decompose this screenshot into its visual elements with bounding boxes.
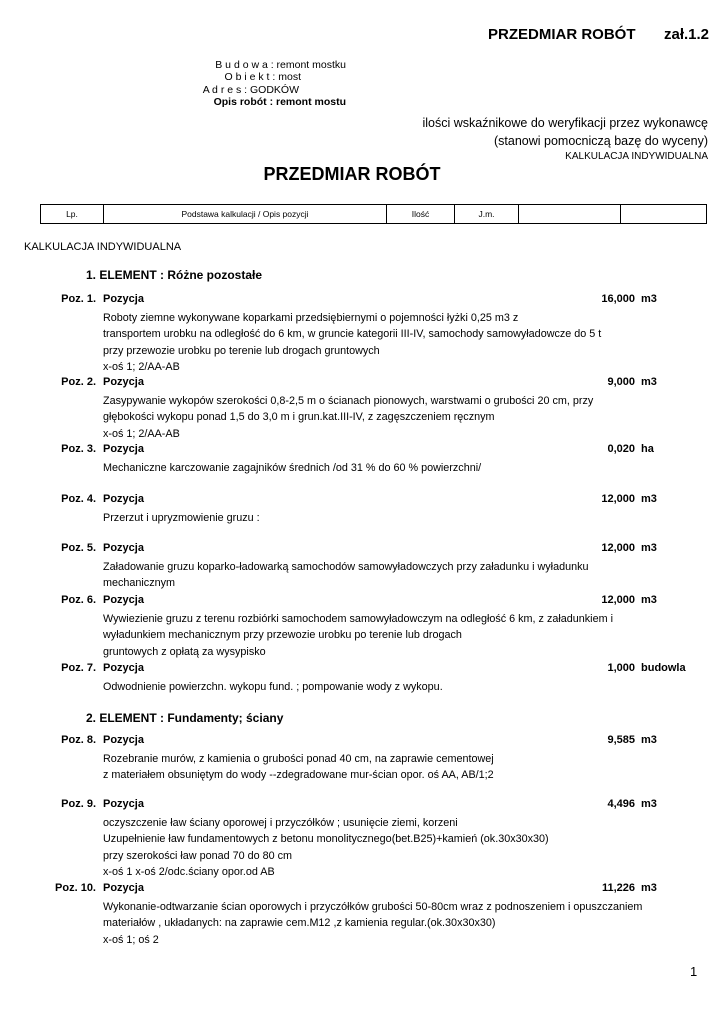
position-unit: m3 [641,542,657,554]
table-header [40,204,707,224]
col-ilosc: Ilość [387,205,455,223]
col-jm: J.m. [455,205,519,223]
position-number: Poz. 2. [61,376,96,388]
position-label: Pozycja [103,376,144,388]
col-podstawa: Podstawa kalkulacji / Opis pozycji [104,205,387,223]
position-number: Poz. 5. [61,542,96,554]
position-description [103,751,494,784]
description-line: Przerzut i upryzmowienie gruzu : [103,512,260,524]
position-unit: m3 [641,882,657,894]
position-label: Pozycja [103,542,144,554]
position-quantity: 9,000 [607,376,635,388]
description-line: Mechaniczne karczowanie zagajników średnich /od 31 % do 60 % powierzchni/ [103,462,482,474]
header-title: PRZEDMIAR ROBÓT [488,26,636,43]
description-line: z materiałem obsuniętym do wody --zdegradowane mur-ścian opor. oś AA, AB/1;2 [103,769,494,782]
description-line: Wykonanie-odtwarzanie ścian oporowych i przyczółków grubości 50-80cm wraz z podnoszeniem i opuszczaniem [103,901,643,913]
project-meta [200,59,346,108]
position-unit: m3 [641,798,657,810]
position-quantity: 12,000 [601,542,635,554]
position-description [103,460,481,476]
element-2-heading: 2. ELEMENT : Fundamenty; ściany [86,711,284,725]
description-line: przy przewozie urobku po terenie lub drogach gruntowych [103,344,380,357]
page-number: 1 [690,964,698,979]
position-number: Poz. 9. [61,798,96,810]
description-line: Wywiezienie gruzu z terenu rozbiórki samochodem samowyładowczym na odległość 6 km, z załadunkiem i [103,613,613,625]
description-line: x-oś 1; oś 2 [103,933,159,946]
position-label: Pozycja [103,798,144,810]
position-label: Pozycja [103,293,144,305]
description-line: x-oś 1 x-oś 2/odc.ściany opor.od AB [103,865,275,878]
position-description [103,899,642,948]
meta-budowa: B u d o w a : remont mostku [215,59,346,71]
position-quantity: 1,000 [607,662,635,674]
position-unit: m3 [641,493,657,505]
position-quantity: 11,226 [601,882,635,894]
position-description [103,559,589,592]
description-line: Zasypywanie wykopów szerokości 0,8-2,5 m o ścianach pionowych, warstwami o grubości 20 cm, przy [103,395,594,407]
description-line: materiałów , układanych: na zaprawie cem.M12 ,z kamienia regular.(ok.30x30x30) [103,917,496,930]
position-label: Pozycja [103,443,144,455]
element-1-heading: 1. ELEMENT : Różne pozostałe [86,268,263,282]
col-empty-2 [621,205,706,223]
meta-adres: A d r e s : GODKÓW [202,83,299,96]
section-label: KALKULACJA INDYWIDUALNA [24,241,182,253]
description-line: x-oś 1; 2/AA-AB [103,360,180,373]
description-line: Rozebranie murów, z kamienia o grubości ponad 40 cm, na zaprawie cementowej [103,753,494,765]
position-label: Pozycja [103,734,144,746]
position-description [103,815,549,880]
position-unit: budowla [641,662,686,674]
position-unit: m3 [641,594,657,606]
position-label: Pozycja [103,662,144,674]
description-line: gruntowych z opłatą za wysypisko [103,645,266,658]
description-line: oczyszczenie ław ściany oporowej i przyczółków ; usunięcie ziemi, korzeni [103,817,458,829]
position-number: Poz. 7. [61,662,96,674]
position-quantity: 12,000 [601,493,635,505]
position-label: Pozycja [103,594,144,606]
position-label: Pozycja [103,882,144,894]
note-line-2: (stanowi pomocniczą bazę do wyceny) [494,134,708,148]
position-unit: ha [641,443,654,455]
position-unit: m3 [641,734,657,746]
description-line: x-oś 1; 2/AA-AB [103,427,180,440]
description-line: przy szerokości ław ponad 70 do 80 cm [103,849,293,862]
position-unit: m3 [641,293,657,305]
position-number: Poz. 10. [55,882,96,894]
description-line: transportem urobku na odległość do 6 km, w gruncie kategorii III-IV, samochody samowyładowcze do 5 t [103,328,602,341]
position-quantity: 4,496 [607,798,635,810]
note-line-3: KALKULACJA INDYWIDUALNA [565,151,708,162]
position-description [103,310,601,375]
attachment-number: zał.1.2 [664,26,710,43]
position-quantity: 9,585 [607,734,635,746]
description-line: głębokości wykopu ponad 1,5 do 3,0 m i grun.kat.III-IV, z zagęszczeniem ręcznym [103,411,495,424]
position-number: Poz. 6. [61,594,96,606]
position-unit: m3 [641,376,657,388]
position-quantity: 16,000 [601,293,635,305]
position-number: Poz. 8. [61,734,96,746]
position-number: Poz. 3. [61,443,96,455]
description-line: wyładunkiem mechanicznym przy przewozie urobku po terenie lub drogach [103,629,462,642]
col-empty-1 [519,205,621,223]
meta-opis: Opis robót : remont mostu [213,95,346,108]
position-number: Poz. 4. [61,493,96,505]
position-description [103,679,443,695]
position-description [103,611,613,660]
description-line: Uzupełnienie ław fundamentowych z betonu monolitycznego(bet.B25)+kamień (ok.30x30x30) [103,833,549,846]
position-number: Poz. 1. [61,293,96,305]
description-line: mechanicznym [103,577,176,590]
position-description [103,510,260,526]
description-line: Roboty ziemne wykonywane koparkami przedsiębiernymi o pojemności łyżki 0,25 m3 z [103,312,519,324]
position-quantity: 12,000 [601,594,635,606]
position-description [103,393,593,442]
main-title: PRZEDMIAR ROBÓT [263,164,441,184]
note-line-1: ilości wskaźnikowe do weryfikacji przez wykonawcę [422,116,708,130]
description-line: Załadowanie gruzu koparko-ładowarką samochodów samowyładowczych przy załadunku i wyładunku [103,561,589,573]
col-lp: Lp. [41,205,104,223]
position-quantity: 0,020 [607,443,635,455]
position-label: Pozycja [103,493,144,505]
meta-obiekt: O b i e k t : most [224,71,301,84]
description-line: Odwodnienie powierzchn. wykopu fund. ; pompowanie wody z wykopu. [103,681,443,693]
